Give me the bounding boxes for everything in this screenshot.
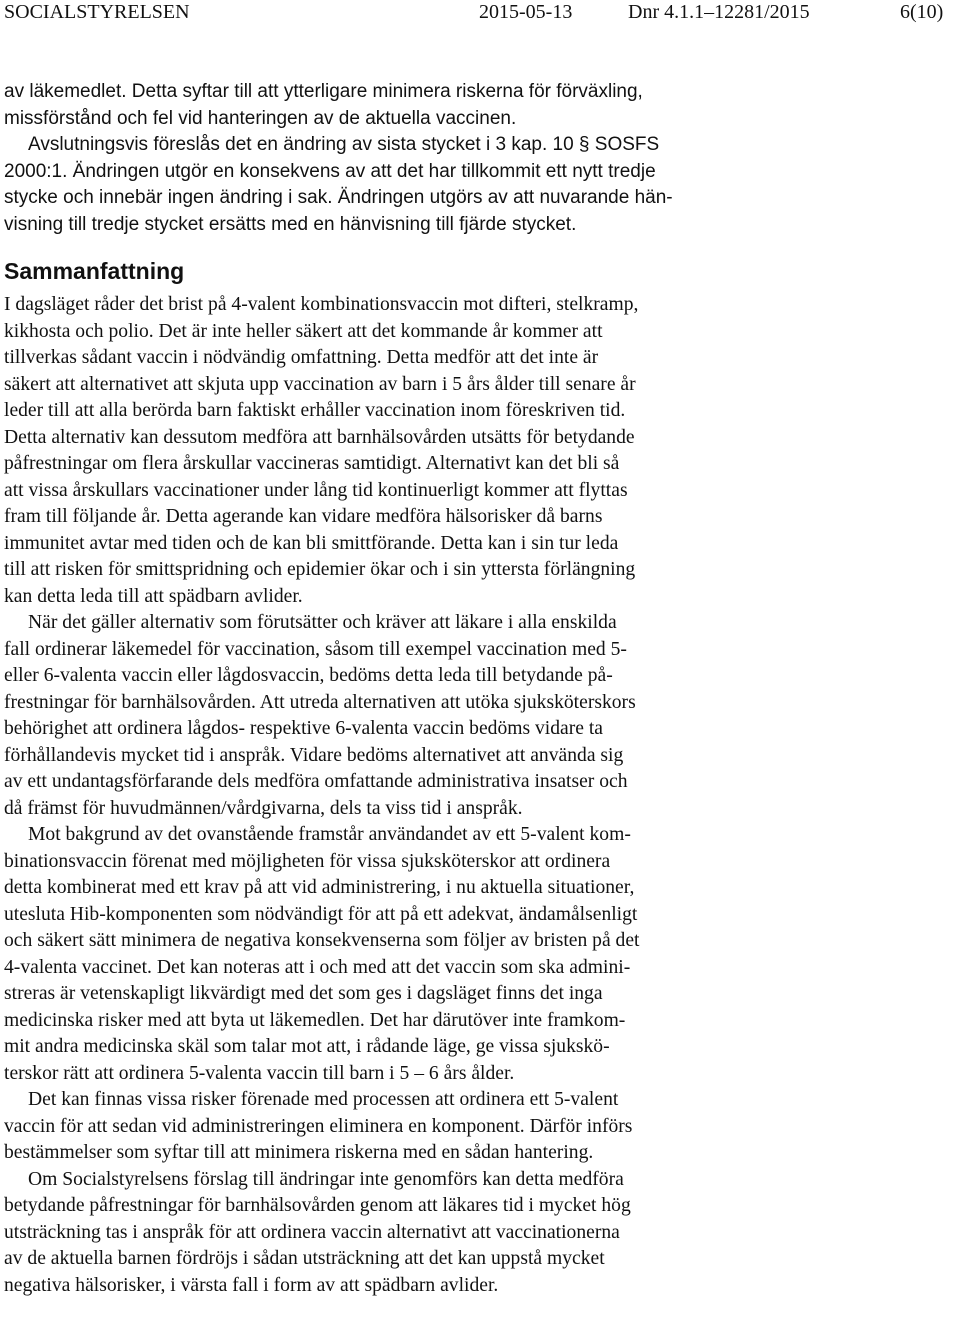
text-line: då främst för huvudmännen/vårdgivarna, dels ta viss tid i anspråk. (4, 797, 523, 819)
summary-paragraph-4 (4, 1087, 728, 1167)
document-body (4, 79, 728, 1299)
text-line: I dagsläget råder det brist på 4-valent kombinationsvaccin mot difteri, stelkramp, (4, 294, 639, 315)
summary-paragraph-2 (4, 610, 728, 822)
text-line: att vissa årskullars vaccinationer under lång tid kontinuerligt kommer att flyttas (4, 479, 628, 501)
text-line: påfrestningar om flera årskullar vaccineras samtidigt. Alternativt kan det bli så (4, 453, 620, 474)
text-line: betydande påfrestningar för barnhälsovården genom att läkares tid i mycket hög (4, 1195, 631, 1216)
amendment-paragraph (4, 132, 728, 238)
header-page-number: 6(10) (900, 1, 944, 23)
text-line: utsträckning tas i anspråk för att ordinera vaccin alternativt att vaccinationerna (4, 1221, 620, 1243)
text-line: behörighet att ordinera lågdos- respektive 6-valenta vaccin bedöms vidare ta (4, 718, 604, 739)
header-reference-number: Dnr 4.1.1–12281/2015 (628, 1, 810, 23)
text-line: binationsvaccin förenat med möjligheten för vissa sjuksköterskor att ordinera (4, 850, 611, 872)
text-line: När det gäller alternativ som förutsätter och kräver att läkare i alla enskilda (28, 612, 617, 633)
text-line: fram till följande år. Detta agerande kan vidare medföra hälsorisker då barns (4, 506, 603, 527)
text-line: utesluta Hib-komponenten som nödvändigt för att på ett adekvat, ändamålsenligt (4, 903, 638, 925)
text-line: eller 6-valenta vaccin eller lågdosvaccin, bedöms detta leda till betydande på- (4, 665, 613, 686)
summary-paragraph-3 (4, 822, 728, 1087)
text-line: av de aktuella barnen fördröjs i sådan utsträckning att det kan uppstå mycket (4, 1248, 605, 1269)
text-line: negativa hälsorisker, i värsta fall i form av att spädbarn avlider. (4, 1274, 499, 1296)
text-line: bestämmelser som syftar till att minimera riskerna med en sådan hantering. (4, 1142, 594, 1163)
header-organization: SOCIALSTYRELSEN (4, 1, 190, 23)
text-line: terskor rätt att ordinera 5-valenta vaccin till barn i 5 – 6 års ålder. (4, 1062, 515, 1084)
text-line: leder till att alla berörda barn faktiskt erhåller vaccination inom föreskriven tid. (4, 400, 626, 421)
page-header (0, 0, 960, 30)
text-line: Om Socialstyrelsens förslag till ändringar inte genomförs kan detta medföra (28, 1168, 624, 1190)
section-heading-summary: Sammanfattning (4, 258, 185, 284)
text-line: förhållandevis mycket tid i anspråk. Vidare bedöms alternativet att använda sig (4, 744, 624, 766)
text-line: av läkemedlet. Detta syftar till att ytterligare minimera riskerna för förväxling, (4, 81, 643, 102)
summary-paragraph-1 (4, 292, 728, 610)
text-line: mit andra medicinska skäl som talar mot att, i rådande läge, ge vissa sjukskö- (4, 1036, 610, 1057)
summary-paragraph-5 (4, 1167, 728, 1300)
text-line: kan detta leda till att spädbarn avlider. (4, 585, 303, 607)
text-line: Det kan finnas vissa risker förenade med processen att ordinera ett 5-valent (28, 1089, 619, 1110)
text-line: detta kombinerat med ett krav på att vid administrering, i nu aktuella situationer, (4, 877, 635, 898)
text-line: Detta alternativ kan dessutom medföra att barnhälsovården utsätts för betydande (4, 426, 635, 448)
text-line: missförstånd och fel vid hanteringen av de aktuella vaccinen. (4, 107, 517, 129)
text-line: tillverkas sådant vaccin i nödvändig omfattning. Detta medför att det inte är (4, 347, 599, 368)
text-line: streras är vetenskapligt likvärdigt med det som ges i dagsläget finns det inga (4, 983, 603, 1004)
text-line: 4-valenta vaccinet. Det kan noteras att i och med att det vaccin som ska admini- (4, 956, 631, 978)
text-line: vaccin för att sedan vid administreringen eliminera en komponent. Därför införs (4, 1115, 633, 1137)
text-line: Mot bakgrund av det ovanstående framstår användandet av ett 5-valent kom- (28, 824, 631, 845)
header-date: 2015-05-13 (479, 1, 573, 23)
intro-paragraph (4, 79, 728, 132)
text-line: till att risken för smittspridning och epidemier ökar och i sin yttersta förlängning (4, 559, 636, 580)
text-line: fall ordinerar läkemedel för vaccination, såsom till exempel vaccination med 5- (4, 638, 627, 660)
text-line: immunitet avtar med tiden och de kan bli smittförande. Detta kan i sin tur leda (4, 532, 619, 554)
text-line: kikhosta och polio. Det är inte heller säkert att det kommande år kommer att (4, 320, 603, 342)
text-line: visning till tredje stycket ersätts med en hänvisning till fjärde stycket. (4, 213, 577, 235)
text-line: stycke och innebär ingen ändring i sak. Ändringen utgörs av att nuvarande hän- (4, 187, 673, 208)
text-line: medicinska risker med att byta ut läkemedlen. Det har därutöver inte framkom- (4, 1009, 626, 1031)
text-line: 2000:1. Ändringen utgör en konsekvens av att det har tillkommit ett nytt tredje (4, 160, 656, 182)
text-line: frestningar för barnhälsovården. Att utreda alternativen att utöka sjuksköterskors (4, 691, 636, 713)
text-line: och säkert sätt minimera de negativa konsekvenserna som följer av bristen på det (4, 930, 640, 951)
text-line: säkert att alternativet att skjuta upp vaccination av barn i 5 års ålder till senare år (4, 373, 636, 395)
text-line: Avslutningsvis föreslås det en ändring av sista stycket i 3 kap. 10 § SOSFS (28, 134, 660, 155)
text-line: av ett undantagsförfarande dels medföra omfattande administrativa insatser och (4, 771, 628, 792)
